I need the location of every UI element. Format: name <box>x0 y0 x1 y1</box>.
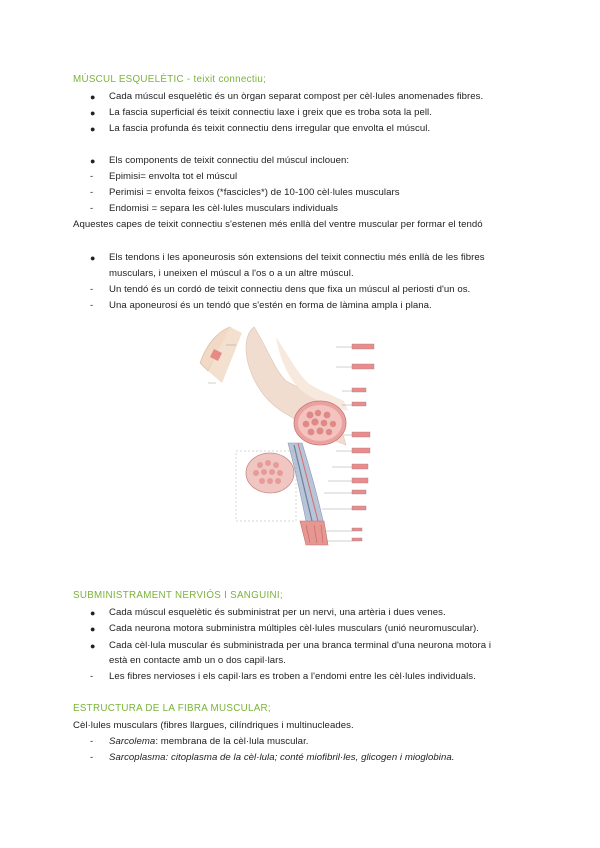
list-item: Cada cèl·lula muscular és subministrada per una branca terminal d'una neurona motora i <box>109 640 492 651</box>
list-item: La fascia profunda és teixit connectiu dens irregular que envolta el múscul. <box>109 123 431 134</box>
muscle-fibers <box>300 521 328 545</box>
list-item: Sarcolema: membrana de la cèl·lula muscular. <box>109 736 309 747</box>
list-item: Cada neurona motora subministra múltiples cèl·lules musculars (unió neuromuscular). <box>109 623 479 634</box>
paragraph-note: Aquestes capes de teixit connectiu s'estenen més enllà del ventre muscular per formar el tendó <box>73 219 483 230</box>
paragraph-intro: Cèl·lules musculars (fibres llargues, cilíndriques i multinucleades. <box>73 720 354 731</box>
dash-marker: - <box>90 187 94 198</box>
bullet-dot: ● <box>90 92 96 102</box>
term-sarcolema: Sarcolema <box>109 736 156 747</box>
dash-marker: - <box>90 284 94 295</box>
dash-marker: - <box>90 671 94 682</box>
list-item: Cada múscul esquelètic és un òrgan separat compost per cèl·lules anomenades fibres. <box>109 91 484 102</box>
list-item: Els components de teixit connectiu del múscul inclouen: <box>109 155 350 166</box>
section-heading-nerve-blood: SUBMINISTRAMENT NERVIÓS I SANGUINI; <box>73 590 283 601</box>
list-item: Sarcoplasma: citoplasma de la cèl·lula; conté miofibril·les, glicogen i mioglobina. <box>109 752 455 763</box>
list-item: Perimisi = envolta feixos (*fascicles*) de 10-100 cèl·lules musculars <box>109 187 400 198</box>
section-heading-muscle: MÚSCUL ESQUELÈTIC - teixit connectiu; <box>73 74 267 85</box>
dash-marker: - <box>90 752 94 763</box>
bullet-dot: ● <box>90 156 96 166</box>
dash-marker: - <box>90 300 94 311</box>
dash-marker: - <box>90 736 94 747</box>
muscle-cross-section <box>294 401 346 445</box>
list-item: Un tendó és un cordó de teixit connectiu dens que fixa un múscul al periosti d'un os. <box>109 284 471 295</box>
section-heading-fiber-structure: ESTRUCTURA DE LA FIBRA MUSCULAR; <box>73 703 271 714</box>
bullet-dot: ● <box>90 253 96 263</box>
fascicle-cross-section <box>236 451 296 521</box>
bullet-dot: ● <box>90 624 96 634</box>
list-item: Epimisi= envolta tot el múscul <box>109 171 238 182</box>
bullet-dot: ● <box>90 124 96 134</box>
bullet-dot: ● <box>90 108 96 118</box>
list-item-continuation: està en contacte amb un o dos capil·lars. <box>109 655 286 666</box>
dash-marker: - <box>90 203 94 214</box>
term-sarcoplasma: Sarcoplasma <box>109 752 166 763</box>
bullet-dot: ● <box>90 608 96 618</box>
list-item: La fascia superficial és teixit connectiu laxe i greix que es troba sota la pell. <box>109 107 432 118</box>
fascicle-bundle <box>288 443 324 525</box>
bullet-dot: ● <box>90 641 96 651</box>
bone-shape <box>200 327 242 383</box>
list-item-continuation: musculars, i uneixen el múscul a l'os o a un altre múscul. <box>109 268 354 279</box>
list-item: Endomisi = separa les cèl·lules musculars individuals <box>109 203 339 214</box>
list-item: Una aponeurosi és un tendó que s'estén en forma de làmina ampla i plana. <box>109 300 432 311</box>
list-item: Els tendons i les aponeurosis són extensions del teixit connectiu més enllà de les fibres <box>109 252 485 263</box>
dash-marker: - <box>90 171 94 182</box>
list-item: Les fibres nervioses i els capil·lars es troben a l'endomi entre les cèl·lules individuals. <box>109 671 476 682</box>
list-item: Cada múscul esquelètic és subministrat per un nervi, una artèria i dues venes. <box>109 607 446 618</box>
muscle-anatomy-illustration <box>196 325 402 551</box>
